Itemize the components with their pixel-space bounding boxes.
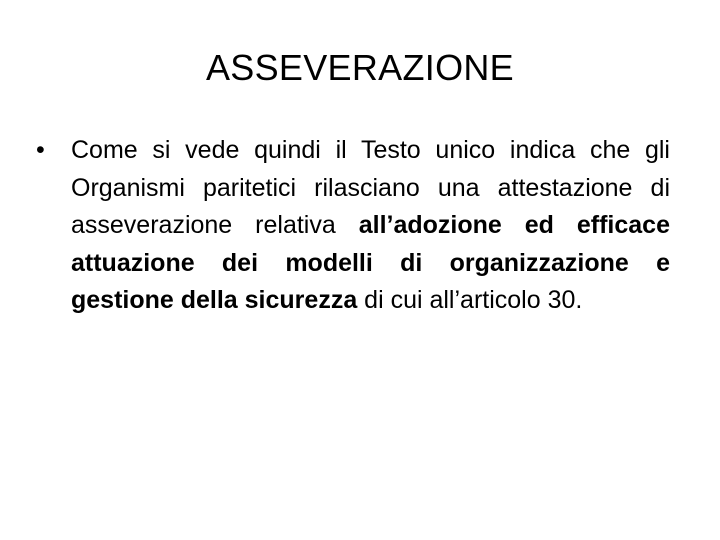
slide-body (36, 132, 670, 320)
bullet-text-plain: Come si vede quindi il Testo unico indica che gli Organismi paritetici rilasciano una attestazione di asseverazione relativa (71, 136, 670, 239)
bullet-text-bold: all’adozione ed efficace attuazione dei modelli di organizzazione e gestione della sicurezza (71, 211, 670, 314)
bullet-item (36, 132, 670, 320)
bullet-text-end: di cui all’articolo 30. (357, 286, 583, 314)
slide-title: ASSEVERAZIONE (206, 47, 514, 88)
bullet-dot-icon: • (36, 136, 45, 164)
